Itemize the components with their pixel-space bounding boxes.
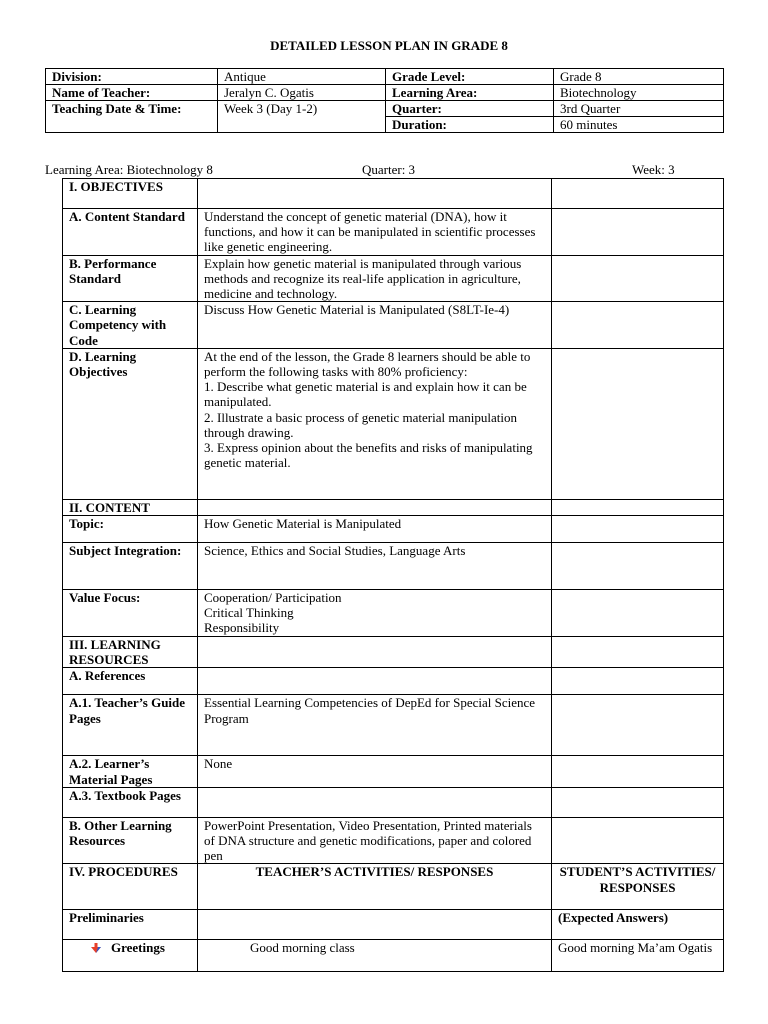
other-resources-label: B. Other Learning Resources bbox=[63, 817, 198, 864]
performance-standard-label: B. Performance Standard bbox=[63, 255, 198, 302]
content-standard-text: Understand the concept of genetic material (DNA), how it functions, and how it can be manipulated in scientific processes like genetic engineering. bbox=[198, 209, 552, 256]
date-label-cell bbox=[46, 85, 218, 133]
grade-label: Grade Level: bbox=[386, 69, 554, 85]
topic-blank bbox=[552, 516, 724, 543]
performance-standard-text: Explain how genetic material is manipulated through various methods and recognize its real-life application in agriculture, medicine and technology. bbox=[198, 255, 552, 302]
date-value: Week 3 (Day 1-2) bbox=[224, 101, 318, 116]
references-blank-2 bbox=[552, 668, 724, 695]
teachers-guide-blank bbox=[552, 695, 724, 756]
content-standard-label: A. Content Standard bbox=[63, 209, 198, 256]
teachers-guide-text: Essential Learning Competencies of DepEd for Special Science Program bbox=[198, 695, 552, 756]
learning-objectives-text bbox=[198, 348, 552, 499]
other-resources-blank bbox=[552, 817, 724, 864]
learners-material-text: None bbox=[198, 756, 552, 787]
document-title: DETAILED LESSON PLAN IN GRADE 8 bbox=[270, 38, 508, 53]
teacher-value: Jeralyn C. Ogatis bbox=[218, 85, 385, 101]
learning-objective-1: 1. Describe what genetic material is and explain how it can be manipulated. bbox=[204, 379, 527, 410]
teachers-guide-label: A.1. Teacher’s Guide Pages bbox=[63, 695, 198, 756]
duration-value: 60 minutes bbox=[554, 117, 724, 133]
teacher-label: Name of Teacher: bbox=[46, 85, 217, 101]
topic-label: Topic: bbox=[63, 516, 198, 543]
greetings-cell bbox=[63, 940, 198, 972]
resources-heading-blank bbox=[198, 637, 552, 668]
learning-objective-2: 2. Illustrate a basic process of genetic material manipulation through drawing. bbox=[204, 409, 517, 440]
info-table bbox=[45, 68, 724, 133]
objectives-heading-blank bbox=[198, 179, 552, 209]
greetings-bullet-wrap bbox=[91, 940, 165, 955]
learning-objectives-blank bbox=[552, 348, 724, 499]
other-resources-text: PowerPoint Presentation, Video Presentation, Printed materials of DNA structure and genetic modifications, paper and colored pen bbox=[198, 817, 552, 864]
value-focus-text bbox=[198, 590, 552, 637]
student-activities-header: STUDENT’S ACTIVITIES/ RESPONSES bbox=[552, 864, 724, 910]
objectives-heading: I. OBJECTIVES bbox=[63, 179, 198, 209]
subheader-week: Week: 3 bbox=[632, 162, 675, 177]
greetings-label: Greetings bbox=[111, 940, 165, 956]
preliminaries-blank bbox=[198, 910, 552, 940]
area-value: Biotechnology bbox=[554, 85, 724, 101]
preliminaries-label: Preliminaries bbox=[63, 910, 198, 940]
greetings-teacher: Good morning class bbox=[250, 940, 355, 956]
teacher-activities-header: TEACHER’S ACTIVITIES/ RESPONSES bbox=[198, 864, 552, 910]
objectives-heading-blank-2 bbox=[552, 179, 724, 209]
division-label: Division: bbox=[46, 69, 218, 85]
value-focus-3: Responsibility bbox=[204, 620, 280, 636]
value-focus-1: Cooperation/ Participation bbox=[204, 590, 342, 606]
competency-text: Discuss How Genetic Material is Manipulated (S8LT-Ie-4) bbox=[198, 302, 552, 349]
value-focus-blank bbox=[552, 590, 724, 637]
quarter-label: Quarter: bbox=[386, 101, 554, 117]
competency-label: C. Learning Competency with Code bbox=[63, 302, 198, 349]
learning-objective-3: 3. Express opinion about the benefits and risks of manipulating genetic material. bbox=[204, 440, 533, 471]
resources-heading: III. LEARNING RESOURCES bbox=[63, 637, 198, 668]
expected-answers: (Expected Answers) bbox=[552, 910, 724, 940]
value-focus-2: Critical Thinking bbox=[204, 605, 294, 621]
textbook-blank bbox=[198, 787, 552, 817]
greetings-student: Good morning Ma’am Ogatis bbox=[552, 940, 724, 972]
grade-value: Grade 8 bbox=[554, 69, 724, 85]
topic-text: How Genetic Material is Manipulated bbox=[198, 516, 552, 543]
division-value: Antique bbox=[218, 69, 386, 85]
content-heading: II. CONTENT bbox=[63, 499, 198, 515]
subheader-learning-area: Learning Area: Biotechnology 8 bbox=[45, 162, 213, 177]
textbook-blank-2 bbox=[552, 787, 724, 817]
textbook-label: A.3. Textbook Pages bbox=[63, 787, 198, 817]
resources-heading-blank-2 bbox=[552, 637, 724, 668]
learning-objectives-label: D. Learning Objectives bbox=[63, 348, 198, 499]
date-value-cell bbox=[218, 85, 386, 133]
content-heading-blank-2 bbox=[552, 499, 724, 515]
competency-blank bbox=[552, 302, 724, 349]
learning-objectives-intro: At the end of the lesson, the Grade 8 learners should be able to perform the following tasks with 80% proficiency: bbox=[204, 348, 531, 380]
content-standard-blank bbox=[552, 209, 724, 256]
learners-material-blank bbox=[552, 756, 724, 787]
subheader-quarter: Quarter: 3 bbox=[362, 162, 416, 177]
subheader bbox=[45, 162, 685, 178]
performance-standard-blank bbox=[552, 255, 724, 302]
learners-material-label: A.2. Learner’s Material Pages bbox=[63, 756, 198, 787]
integration-blank bbox=[552, 543, 724, 590]
value-focus-label: Value Focus: bbox=[63, 590, 198, 637]
duration-label: Duration: bbox=[386, 117, 554, 133]
lesson-plan-table bbox=[62, 178, 724, 972]
quarter-value: 3rd Quarter bbox=[554, 101, 724, 117]
content-heading-blank bbox=[198, 499, 552, 515]
arrow-bullet-icon bbox=[91, 943, 101, 953]
integration-label: Subject Integration: bbox=[63, 543, 198, 590]
date-label: Teaching Date & Time: bbox=[52, 101, 182, 116]
procedures-heading: IV. PROCEDURES bbox=[63, 864, 198, 910]
area-label: Learning Area: bbox=[386, 85, 554, 101]
references-blank bbox=[198, 668, 552, 695]
references-label: A. References bbox=[63, 668, 198, 695]
greetings-teacher-cell bbox=[198, 940, 552, 972]
integration-text: Science, Ethics and Social Studies, Language Arts bbox=[198, 543, 552, 590]
